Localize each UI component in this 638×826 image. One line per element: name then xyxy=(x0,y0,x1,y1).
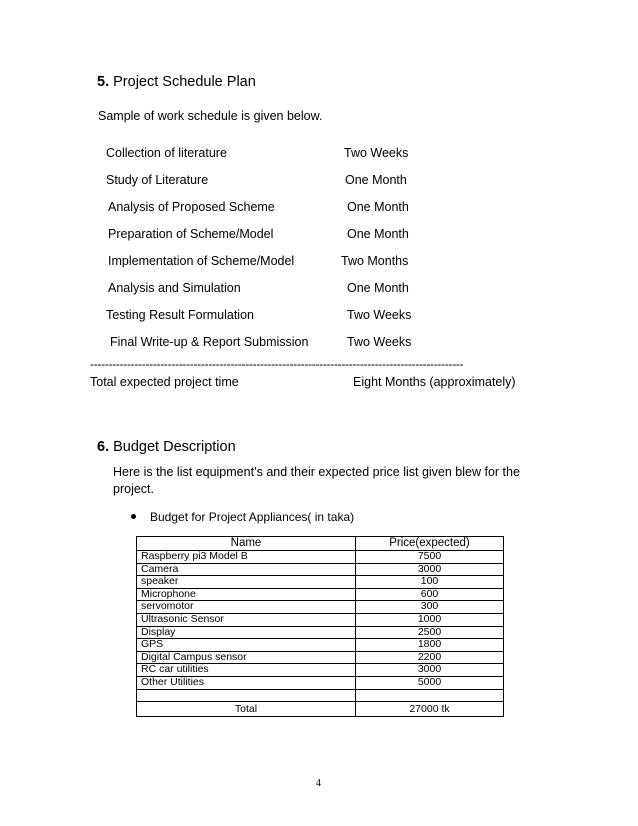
schedule-duration: Two Weeks xyxy=(347,335,412,349)
item-name: Ultrasonic Sensor xyxy=(137,613,356,626)
item-name: speaker xyxy=(137,576,356,589)
schedule-duration: Two Months xyxy=(341,254,409,268)
table-row xyxy=(137,601,504,614)
schedule-task: Final Write-up & Report Submission xyxy=(110,335,309,349)
table-row xyxy=(137,588,504,601)
item-price: 5000 xyxy=(356,676,504,689)
total-value: 27000 tk xyxy=(356,702,504,717)
table-row xyxy=(137,563,504,576)
section-5-number: 5. xyxy=(97,74,110,90)
schedule-intro: Sample of work schedule is given below. xyxy=(98,109,323,123)
item-price: 600 xyxy=(356,588,504,601)
table-header-row xyxy=(137,537,504,551)
table-row xyxy=(137,626,504,639)
item-name: Other Utilities xyxy=(137,676,356,689)
schedule-task: Implementation of Scheme/Model xyxy=(108,254,295,268)
schedule-duration: One Month xyxy=(345,173,407,187)
item-price: 1800 xyxy=(356,639,504,652)
table-row xyxy=(137,576,504,589)
table-row xyxy=(137,676,504,689)
item-price: 1000 xyxy=(356,613,504,626)
bullet-icon xyxy=(131,514,136,519)
item-price: 2200 xyxy=(356,651,504,664)
header-price: Price(expected) xyxy=(356,537,504,551)
section-6-number: 6. xyxy=(97,439,110,455)
item-name xyxy=(137,689,356,702)
header-name: Name xyxy=(137,537,356,551)
item-name: RC car utilities xyxy=(137,664,356,677)
schedule-duration: One Month xyxy=(347,227,409,241)
item-price: 3000 xyxy=(356,563,504,576)
section-5-heading xyxy=(97,74,256,90)
item-price xyxy=(356,689,504,702)
schedule-task: Preparation of Scheme/Model xyxy=(108,227,274,241)
item-name: servomotor xyxy=(137,601,356,614)
item-price: 3000 xyxy=(356,664,504,677)
schedule-duration: Two Weeks xyxy=(347,308,412,322)
item-price: 100 xyxy=(356,576,504,589)
budget-description: Here is the list equipment’s and their expected price list given blew for the project. xyxy=(113,465,520,496)
item-price: 300 xyxy=(356,601,504,614)
schedule-duration: One Month xyxy=(347,281,409,295)
table-row-empty xyxy=(137,689,504,702)
budget-bullet-text: Budget for Project Appliances( in taka) xyxy=(150,510,355,524)
budget-table xyxy=(136,536,504,717)
total-time-label: Total expected project time xyxy=(90,375,239,389)
total-label: Total xyxy=(137,702,356,717)
budget-bullet xyxy=(131,510,354,524)
separator-line: ----------------------------------------------------------------------------------------------------- xyxy=(90,357,464,371)
section-5-title: Project Schedule Plan xyxy=(113,74,256,90)
table-row xyxy=(137,664,504,677)
item-name: Display xyxy=(137,626,356,639)
table-row xyxy=(137,639,504,652)
item-price: 2500 xyxy=(356,626,504,639)
schedule-duration: Two Weeks xyxy=(344,146,409,160)
item-name: GPS xyxy=(137,639,356,652)
item-price: 7500 xyxy=(356,551,504,564)
schedule-task: Analysis of Proposed Scheme xyxy=(108,200,275,214)
schedule-duration: One Month xyxy=(347,200,409,214)
table-row xyxy=(137,613,504,626)
table-total-row xyxy=(137,702,504,717)
item-name: Camera xyxy=(137,563,356,576)
page-number: 4 xyxy=(316,778,321,789)
schedule-task: Testing Result Formulation xyxy=(106,308,254,322)
table-row xyxy=(137,651,504,664)
schedule-task: Study of Literature xyxy=(106,173,209,187)
schedule-task: Collection of literature xyxy=(106,146,227,160)
table-row xyxy=(137,551,504,564)
total-time-value: Eight Months (approximately) xyxy=(353,375,516,389)
item-name: Microphone xyxy=(137,588,356,601)
section-6-title: Budget Description xyxy=(113,439,236,455)
item-name: Raspberry pi3 Model B xyxy=(137,551,356,564)
schedule-task: Analysis and Simulation xyxy=(108,281,241,295)
item-name: Digital Campus sensor xyxy=(137,651,356,664)
section-6-heading xyxy=(97,439,236,455)
